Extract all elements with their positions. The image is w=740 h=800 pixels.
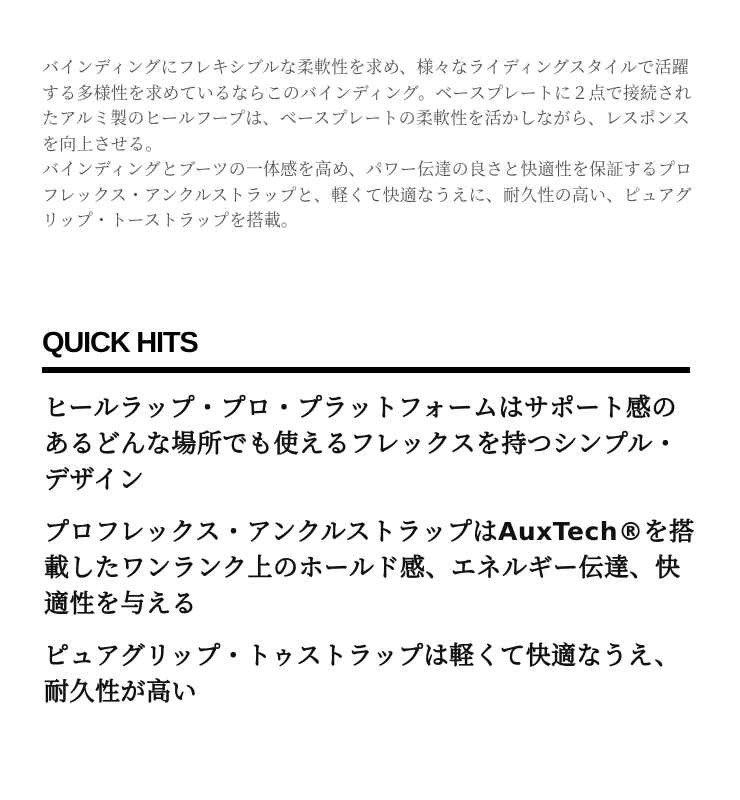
quick-hit-item: ピュアグリップ・トゥストラップは軽くて快適なうえ、耐久性が高い xyxy=(44,641,681,706)
product-description xyxy=(42,56,697,235)
description-paragraph: バインディングにフレキシブルな柔軟性を求め、様々なライディングスタイルで活躍する多様性を求めているならこのバインディング。ベースプレートに２点で接続されたアルミ製のヒールフープは、ベースプレートの柔軟性を活かしながら、レスポンスを向上させる。 xyxy=(42,58,692,155)
quick-hits-heading: QUICK HITS xyxy=(42,327,198,359)
quick-hits-list xyxy=(44,390,696,726)
quick-hit-item: プロフレックス・アンクルストラップはAuxTech®を搭載したワンランク上のホールド感、エネルギー伝達、快適性を与える xyxy=(44,517,695,618)
heading-divider xyxy=(42,367,690,373)
description-paragraph: バインディングとブーツの一体感を高め、パワー伝達の良さと快適性を保証するプロフレックス・アンクルストラップと、軽くて快適なうえに、耐久性の高い、ピュアグリップ・トーストラップを搭載。 xyxy=(42,160,693,231)
quick-hit-item: ヒールラップ・プロ・プラットフォームはサポート感のあるどんな場所でも使えるフレックスを持つシンプル・デザイン xyxy=(44,393,679,494)
